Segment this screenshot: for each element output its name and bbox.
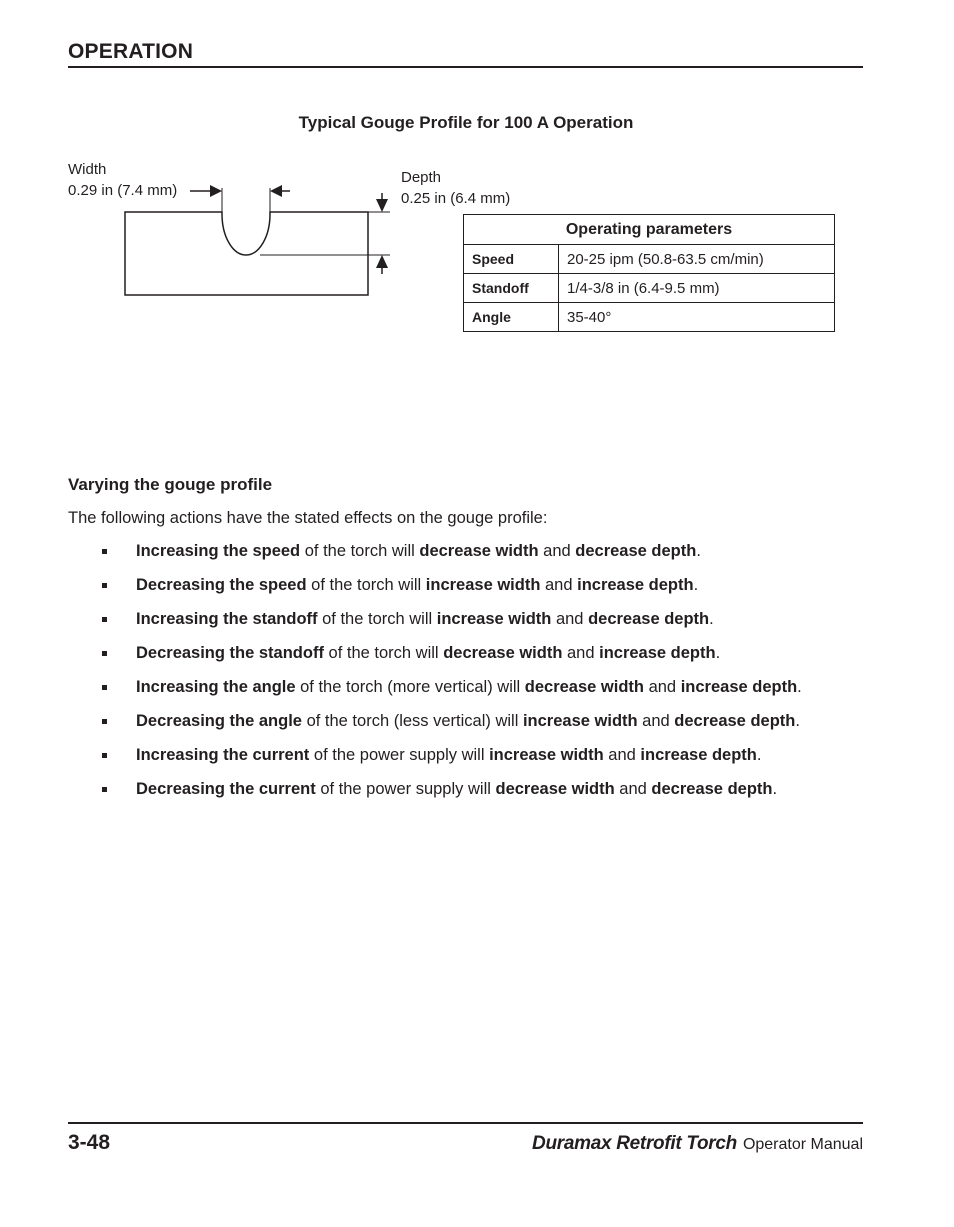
bullet-marker (102, 549, 107, 554)
list-item (68, 778, 858, 801)
action-text: Decreasing the speed (136, 576, 307, 594)
and-text: and (614, 780, 652, 798)
and-text: and (603, 746, 641, 764)
width-label: Width (68, 161, 107, 178)
bullet-marker (102, 719, 107, 724)
footer-rule (68, 1122, 863, 1124)
action-text: Increasing the angle (136, 678, 296, 696)
effect-depth: decrease depth (651, 780, 773, 798)
effect-width: increase width (425, 576, 541, 594)
effect-depth: increase depth (680, 678, 798, 696)
effect-width: increase width (436, 610, 552, 628)
workpiece-outline (125, 212, 368, 295)
connector-text: of the torch will (317, 610, 437, 628)
and-text: and (540, 576, 578, 594)
width-arrowhead-right (270, 185, 282, 197)
and-text: and (551, 610, 589, 628)
connector-text: of the power supply will (315, 780, 496, 798)
list-item (68, 642, 858, 665)
period: . (709, 610, 714, 628)
effect-depth: increase depth (577, 576, 694, 594)
bullet-marker (102, 753, 107, 758)
list-item (68, 540, 858, 563)
effect-width: decrease width (419, 542, 539, 560)
action-text: Increasing the standoff (136, 610, 318, 628)
action-text: Decreasing the standoff (136, 644, 324, 662)
bullet-marker (102, 685, 107, 690)
param-key-speed: Speed (464, 245, 559, 274)
section-title: OPERATION (68, 40, 194, 63)
action-text: Decreasing the angle (136, 712, 302, 730)
effect-width: decrease width (524, 678, 644, 696)
depth-label: Depth (401, 169, 442, 186)
bullet-marker (102, 583, 107, 588)
section-heading: Varying the gouge profile (68, 475, 273, 494)
connector-text: of the torch will (300, 542, 420, 560)
operating-parameters-table (463, 214, 835, 332)
period: . (696, 542, 701, 560)
effect-width: increase width (489, 746, 604, 764)
effect-width: increase width (522, 712, 638, 730)
effects-list (68, 540, 858, 812)
connector-text: of the torch (more vertical) will (295, 678, 525, 696)
intro-paragraph: The following actions have the stated effects on the gouge profile: (68, 509, 548, 527)
effect-width: decrease width (495, 780, 615, 798)
table-row (464, 303, 835, 332)
and-text: and (562, 644, 600, 662)
connector-text: of the power supply will (309, 746, 490, 764)
list-item (68, 676, 858, 699)
effect-depth: decrease depth (575, 542, 697, 560)
connector-text: of the torch will (323, 644, 444, 662)
list-item (68, 608, 858, 631)
width-value: 0.29 in (7.4 mm) (68, 182, 178, 199)
effect-depth: decrease depth (588, 610, 710, 628)
connector-text: of the torch will (306, 576, 426, 594)
effect-depth: increase depth (640, 746, 757, 764)
list-item (68, 744, 858, 767)
action-text: Increasing the current (136, 746, 310, 764)
action-text: Decreasing the current (136, 780, 316, 798)
width-arrowhead-left (210, 185, 222, 197)
param-key-angle: Angle (464, 303, 559, 332)
and-text: and (538, 542, 576, 560)
connector-text: of the torch (less vertical) will (301, 712, 523, 730)
param-key-standoff: Standoff (464, 274, 559, 303)
list-item (68, 710, 858, 733)
period: . (756, 746, 762, 764)
param-value-angle: 35-40° (559, 303, 835, 332)
table-row (464, 245, 835, 274)
depth-arrowhead-bottom (376, 255, 388, 268)
effect-depth: increase depth (599, 644, 716, 662)
period: . (693, 576, 699, 594)
period: . (715, 644, 721, 662)
depth-value: 0.25 in (6.4 mm) (401, 190, 511, 207)
footer-product-line (532, 1133, 863, 1155)
param-value-speed: 20-25 ipm (50.8-63.5 cm/min) (559, 245, 835, 274)
table-header-row (464, 215, 835, 245)
bullet-marker (102, 617, 107, 622)
and-text: and (637, 712, 675, 730)
bullet-marker (102, 651, 107, 656)
bullet-marker (102, 787, 107, 792)
product-name: Duramax Retrofit Torch (532, 1133, 737, 1154)
period: . (797, 678, 802, 696)
param-value-standoff: 1/4-3/8 in (6.4-9.5 mm) (559, 274, 835, 303)
period: . (795, 712, 800, 730)
depth-arrowhead-top (376, 199, 388, 212)
effect-depth: decrease depth (674, 712, 796, 730)
action-text: Increasing the speed (136, 542, 301, 560)
figure-title: Typical Gouge Profile for 100 A Operation (298, 113, 634, 132)
and-text: and (644, 678, 681, 696)
effect-width: decrease width (443, 644, 563, 662)
page-number: 3-48 (68, 1131, 111, 1154)
period: . (772, 780, 778, 798)
table-title: Operating parameters (464, 215, 835, 245)
table-row (464, 274, 835, 303)
list-item (68, 574, 858, 597)
document-type: Operator Manual (742, 1136, 863, 1153)
